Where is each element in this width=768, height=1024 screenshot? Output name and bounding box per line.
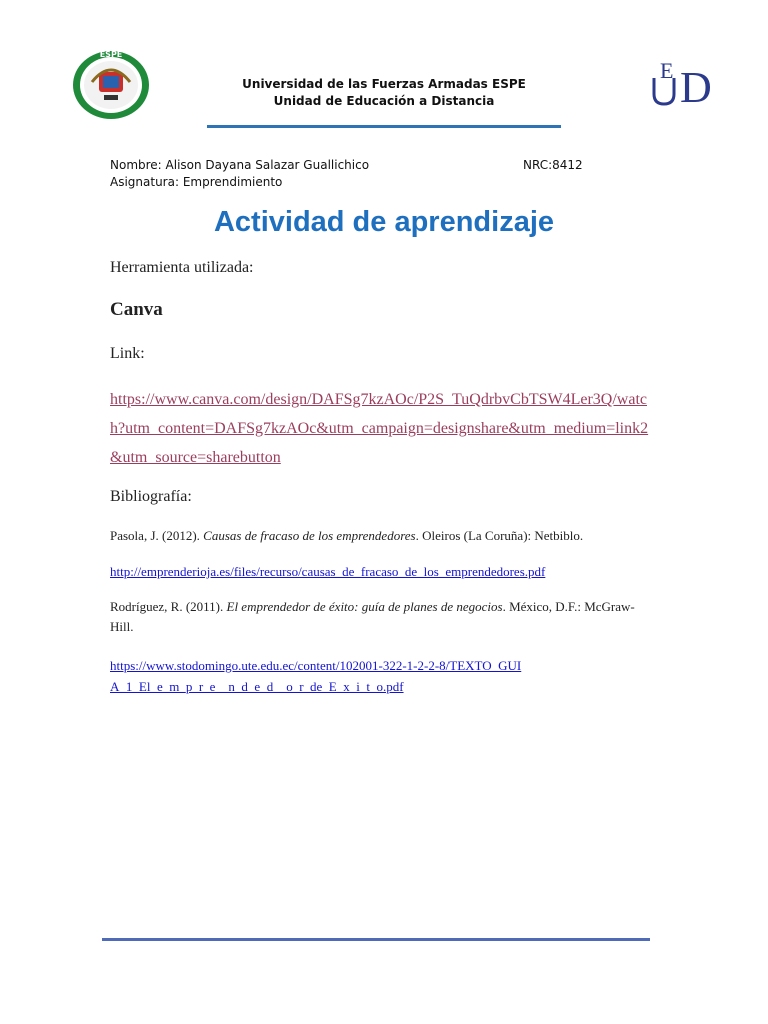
- subject-name: Asignatura: Emprendimiento: [110, 175, 283, 189]
- reference-1-title: Causas de fracaso de los emprendedores: [203, 528, 416, 543]
- unit-name: Unidad de Educación a Distancia: [273, 94, 495, 108]
- reference-2-title: El emprendedor de éxito: guía de planes de negocios: [226, 599, 503, 614]
- link-label: Link:: [110, 345, 145, 362]
- nrc-number: NRC:8412: [523, 158, 583, 172]
- tool-value: Canva: [110, 299, 163, 320]
- svg-text:E: E: [660, 58, 674, 83]
- page-title: Actividad de aprendizaje: [213, 206, 555, 238]
- reference-1-link[interactable]: http://emprenderioja.es/files/recurso/causas_de_fracaso_de_los_emprendedores.pdf: [110, 564, 546, 579]
- canva-link[interactable]: https://www.canva.com/design/DAFSg7kzAOc/P2S_TuQdrbvCbTSW4Ler3Q/watch?utm_content=DAFSg7kzAOc&utm_campaign=designshare&utm_medium=link2&utm_source=sharebutton: [110, 391, 649, 466]
- reference-2-authors: Rodríguez, R. (2011).: [110, 599, 227, 614]
- bibliography-label: Bibliografía:: [110, 488, 192, 505]
- header-divider: [207, 125, 561, 128]
- university-name: Universidad de las Fuerzas Armadas ESPE: [242, 77, 526, 91]
- svg-text:D: D: [680, 63, 712, 108]
- reference-1: [110, 526, 583, 546]
- reference-1-authors: Pasola, J. (2012).: [110, 528, 204, 543]
- tool-label: Herramienta utilizada:: [110, 259, 254, 276]
- reference-2: [110, 597, 650, 637]
- footer-divider: [102, 938, 650, 941]
- reference-1-rest: . Oleiros (La Coruña): Netbiblo.: [415, 528, 584, 543]
- student-name: Nombre: Alison Dayana Salazar Guallichico: [110, 158, 370, 172]
- espe-logo-text: ESPE: [99, 50, 123, 59]
- reference-2-link[interactable]: https://www.stodomingo.ute.edu.ec/content/102001-322-1-2-2-8/TEXTO_GUIA_1_El_e_m_p_r_e__n_d_e_d__o_r_de_E_x_i_t_o.pdf: [110, 658, 522, 694]
- reference-2-rest: . México, D.F.: McGraw-Hill.: [110, 599, 635, 634]
